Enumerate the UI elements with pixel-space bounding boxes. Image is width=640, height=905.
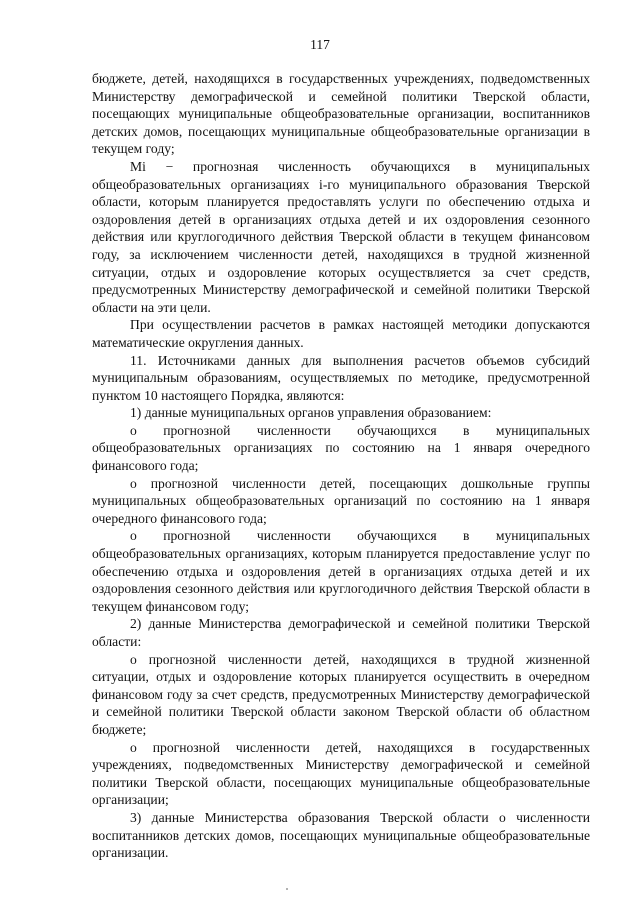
list-item-1-municipal-data: 1) данные муниципальных органов управления образованием: <box>130 405 492 421</box>
paragraph-mi-definition: Mi − прогнозная численность обучающихся в муниципальных общеобразовательных организациях i-го муниципального образования Тверской области, которым планируется предоставлять услуги по обеспечению отдыха и оздоровления детей в организациях отдыха детей и их оздоровления сезонного действия или круглогодичного действия Тверской области в текущем финансовом году, за исключением численности детей, находящихся в трудной жизненной ситуации, отдых и оздоровление которых осуществляется за счет средств, предусмотренных Министерству демографической и семейной политики Тверской области на эти цели. <box>92 158 590 315</box>
list-item-2-demography-ministry: 2) данные Министерства демографической и семейной политики Тверской области: <box>92 616 590 649</box>
sub-item-hardship-children: о прогнозной численности детей, находящихся в трудной жизненной ситуации, отдых и оздоровление которых планируется осуществить в очередном финансовом году за счет средств, предусмотренных Министерству демографической и семейной политики Тверской области законом Тверской области об областном бюджете; <box>92 651 590 737</box>
paragraph-continuation: бюджете, детей, находящихся в государственных учреждениях, подведомственных Министерству демографической и семейной политики Тверской области, посещающих муниципальные общеобразовательные организации, воспитанников детских домов, посещающих муниципальные общеобразовательные организации в текущем году; <box>92 71 590 157</box>
sub-item-preschool-forecast: о прогнозной численности детей, посещающих дошкольные группы муниципальных общеобразовательных организаций по состоянию на 1 января очередного финансового года; <box>92 475 590 526</box>
sub-item-students-forecast: о прогнозной численности обучающихся в муниципальных общеобразовательных организациях по состоянию на 1 января очередного финансового года; <box>92 422 590 474</box>
page-number: 117 <box>310 37 330 52</box>
list-item-3-education-ministry: 3) данные Министерства образования Тверской области о численности воспитанников детских домов, посещающих муниципальные общеобразовательные организации. <box>92 809 590 861</box>
scan-artifact-dot <box>286 888 288 890</box>
paragraph-rounding-note: При осуществлении расчетов в рамках настоящей методики допускаются математические округления данных. <box>92 317 590 350</box>
document-body <box>92 70 590 862</box>
sub-item-state-institution-children: о прогнозной численности детей, находящихся в государственных учреждениях, подведомственных Министерству демографической и семейной политики Тверской области, посещающих муниципальные общеобразовательные организации; <box>92 739 590 808</box>
paragraph-item-11: 11. Источниками данных для выполнения расчетов объемов субсидий муниципальным образованиям, осуществляемых по методике, предусмотренной пунктом 10 настоящего Порядка, являются: <box>92 352 590 403</box>
sub-item-recreation-forecast: о прогнозной численности обучающихся в муниципальных общеобразовательных организациях, которым планируется предоставление услуг по обеспечению отдыха и оздоровления детей в организациях отдыха детей и их оздоровления сезонного действия или круглогодичного действия Тверской области в текущем финансовом году; <box>92 528 590 614</box>
